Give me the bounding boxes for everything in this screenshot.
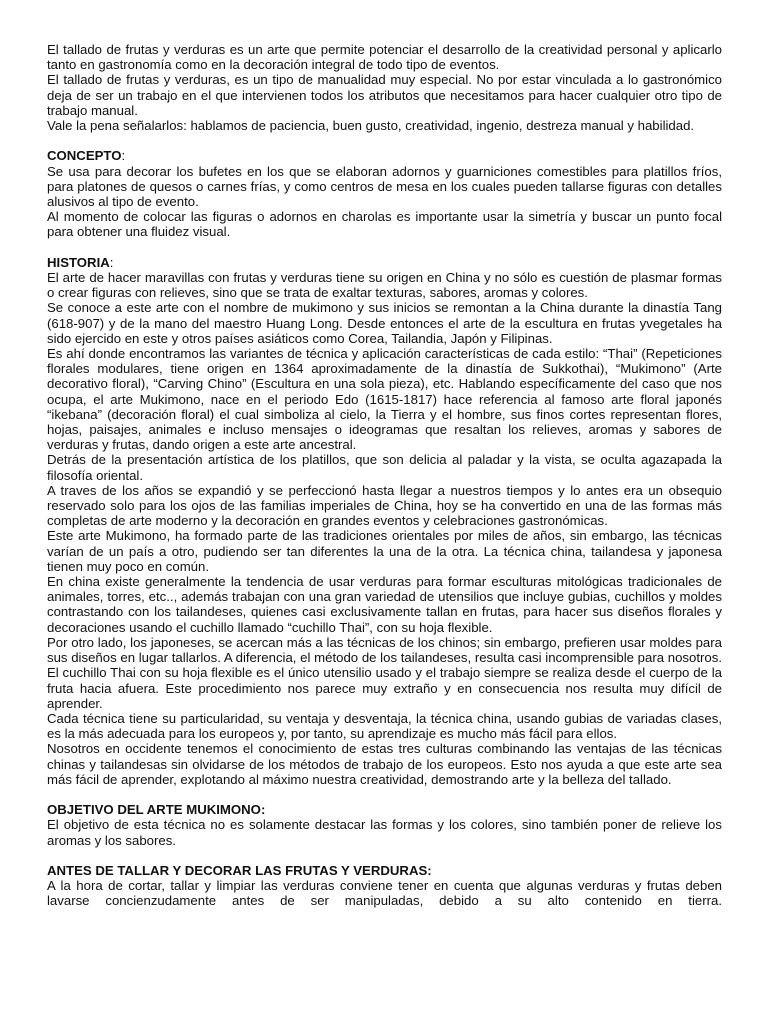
historia-paragraph-2: Se conoce a este arte con el nombre de mukimono y sus inicios se remontan a la China durante la dinastía Tang (618-907) y de la mano del maestro Huang Long. Desde entonces el arte de la escultura en frutas yvegetales ha sido ejercido en este y otros países asiáticos como Corea, Tailandia, Japón y Filipinas. bbox=[47, 300, 722, 346]
concepto-paragraph-2: Al momento de colocar las figuras o adornos en charolas es importante usar la simetría y buscar un punto focal para obtener una fluidez visual. bbox=[47, 209, 722, 240]
section-heading-antes: ANTES DE TALLAR Y DECORAR LAS FRUTAS Y VERDURAS: bbox=[47, 862, 432, 878]
spacer bbox=[47, 848, 722, 863]
intro-paragraph-2: El tallado de frutas y verduras, es un tipo de manualidad muy especial. No por estar vinculada a lo gastronómico deja de ser un trabajo en el que intervienen todos los atributos que necesitamos para hacer cualquier otro tipo de trabajo manual. bbox=[47, 72, 722, 118]
objetivo-paragraph-1: El objetivo de esta técnica no es solamente destacar las formas y los colores, sino también poner de relieve los aromas y los sabores. bbox=[47, 817, 722, 848]
historia-paragraph-9: Cada técnica tiene su particularidad, su ventaja y desventaja, la técnica china, usando gubias de variadas clases, es la más adecuada para los europeos y, por tanto, su aprendizaje es mucho más fácil para ellos. bbox=[47, 710, 722, 742]
historia-paragraph-5: A traves de los años se expandió y se perfeccionó hasta llegar a nuestros tiempos y lo antes era un obsequio reservado solo para los ojos de las familias imperiales de China, hoy se ha convertido en una de las formas más completas de arte moderno y la decoración en grandes eventos y celebraciones gastronómicas. bbox=[47, 482, 722, 529]
historia-paragraph-8: Por otro lado, los japoneses, se acercan más a las técnicas de los chinos; sin embargo, prefieren usar moldes para sus diseños en lugar tallarlos. A diferencia, el método de los tailandeses, resulta casi incomprensible para nosotros. El cuchillo Thai con su hoja flexible es el único utensilio usado y el trabajo siempre se realiza desde el cuerpo de la fruta hacia afuera. Este procedimiento nos parece muy extraño y en consecuencia nos resulta muy difícil de aprender. bbox=[47, 634, 722, 711]
historia-paragraph-1: El arte de hacer maravillas con frutas y verduras tiene su origen en China y no sólo es cuestión de plasmar formas o crear figuras con relieves, sino que se trata de exaltar texturas, sabores, aromas y colores. bbox=[47, 270, 722, 301]
heading-text: HISTORIA bbox=[47, 254, 110, 270]
spacer bbox=[47, 787, 722, 802]
section-heading-objetivo: OBJETIVO DEL ARTE MUKIMONO: bbox=[47, 802, 266, 818]
section-heading-concepto bbox=[47, 148, 722, 163]
historia-paragraph-4: Detrás de la presentación artística de los platillos, que son delicia al paladar y la vista, se oculta agazapada la filosofía oriental. bbox=[47, 452, 722, 483]
heading-colon: : bbox=[109, 254, 114, 270]
historia-paragraph-7: En china existe generalmente la tendencia de usar verduras para formar esculturas mitológicas tradicionales de animales, torres, etc.., además trabajan con una gran variedad de utensilios que incluye gubias, cuchillos y moldes contrastando con los tailandeses, quienes casi exclusivamente tallan en frutas, para hacer sus diseños florales y decoraciones usando el cuchillo llamado “cuchillo Thai”, con su hoja flexible. bbox=[47, 574, 722, 635]
intro-paragraph-3: Vale la pena señalarlos: hablamos de paciencia, buen gusto, creatividad, ingenio, destreza manual y habilidad. bbox=[47, 118, 695, 134]
antes-paragraph-1: A la hora de cortar, tallar y limpiar las verduras conviene tener en cuenta que algunas verduras y frutas deben lavarse concienzudamente antes de ser manipuladas, debido a su alto contenido en tierra. bbox=[47, 878, 722, 909]
concepto-paragraph-1: Se usa para decorar los bufetes en los que se elaboran adornos y guarniciones comestibles para platillos fríos, para platones de quesos o carnes frías, y como centros de mesa en los cuales pueden tallarse figuras con detalles alusivos al tipo de evento. bbox=[47, 163, 722, 210]
historia-paragraph-6: Este arte Mukimono, ha formado parte de las tradiciones orientales por miles de años, sin embargo, las técnicas varían de un país a otro, pudiendo ser tan diferentes la una de la otra. La técnica china, tailandesa y japonesa tienen muy poco en común. bbox=[47, 528, 722, 574]
heading-colon: : bbox=[121, 148, 126, 164]
historia-paragraph-10: Nosotros en occidente tenemos el conocimiento de estas tres culturas combinando las ventajas de las técnicas chinas y tailandesas sin olvidarse de los métodos de trabajo de los europeos. Esto nos ayuda a que este arte sea más fácil de aprender, explotando al máximo nuestra creatividad, demostrando arte y la belleza del tallado. bbox=[47, 741, 722, 787]
heading-text: CONCEPTO bbox=[47, 148, 122, 164]
spacer bbox=[47, 240, 722, 255]
historia-paragraph-3: Es ahí donde encontramos las variantes de técnica y aplicación características de cada estilo: “Thai” (Repeticiones florales modulares, tiene origen en 1364 aproximadamente de la dinastía de Sukkothai), “Mukimono” (Arte decorativo floral), “Carving Chino” (Escultura en una sola pieza), etc. Hablando específicamente del caso que nos ocupa, el arte Mukimono, nace en el periodo Edo (1615-1817) hace referencia al famoso arte floral japonés “ikebana” (decoración floral) el cual simboliza al cielo, la Tierra y el hombre, sus finos cortes representan flores, hojas, paisajes, animales e incluso mensajes o ideogramas que resaltan los relieves, aromas y sabores de verduras y frutas, dando origen a este arte ancestral. bbox=[47, 346, 722, 453]
spacer bbox=[47, 133, 722, 148]
intro-paragraph-1: El tallado de frutas y verduras es un arte que permite potenciar el desarrollo de la creatividad personal y aplicarlo tanto en gastronomía como en la decoración integral de todo tipo de eventos. bbox=[47, 42, 722, 73]
section-heading-historia bbox=[47, 255, 722, 270]
